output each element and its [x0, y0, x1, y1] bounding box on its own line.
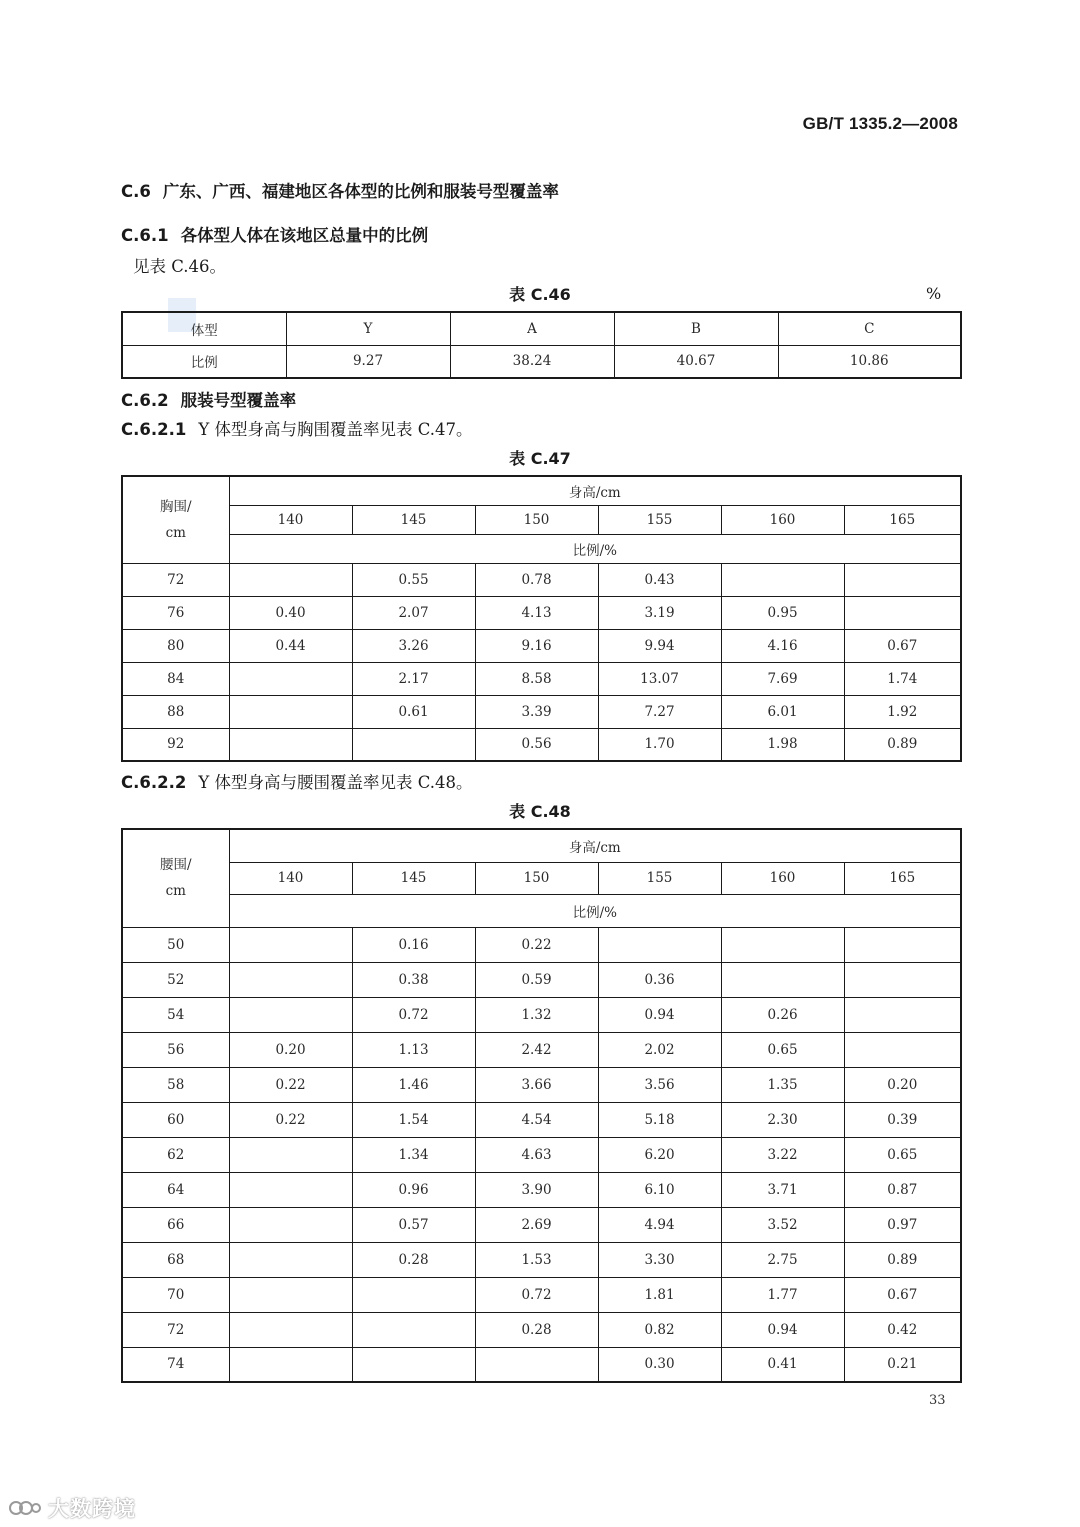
table-cell	[229, 695, 352, 728]
table-row	[122, 1242, 961, 1277]
section-title: 各体型人体在该地区总量中的比例	[180, 226, 429, 245]
table-cell: 1.92	[844, 695, 961, 728]
table-cell: 0.65	[721, 1032, 844, 1067]
table-cell: 3.90	[475, 1172, 598, 1207]
table-cell: B	[614, 312, 778, 345]
table-c48	[121, 828, 962, 1383]
table-cell	[598, 927, 721, 962]
table-cell: 1.32	[475, 997, 598, 1032]
row-header-cell: 50	[122, 927, 229, 962]
table-cell: 13.07	[598, 662, 721, 695]
table-row	[122, 1032, 961, 1067]
watermark-text: 大数跨境	[48, 1497, 136, 1521]
table-cell: 0.22	[475, 927, 598, 962]
row-header-cell: 84	[122, 662, 229, 695]
standard-code: GB/T 1335.2—2008	[802, 114, 958, 133]
table-cell: 2.07	[352, 596, 475, 629]
table-cell: 0.41	[721, 1347, 844, 1382]
table-row	[122, 695, 961, 728]
table-row	[122, 962, 961, 997]
table-cell: 1.35	[721, 1067, 844, 1102]
table-cell: 9.94	[598, 629, 721, 662]
table-cell: 3.39	[475, 695, 598, 728]
table-cell: 0.40	[229, 596, 352, 629]
table-cell: 2.75	[721, 1242, 844, 1277]
table-cell: 4.94	[598, 1207, 721, 1242]
table-cell: 0.21	[844, 1347, 961, 1382]
table-row	[122, 1207, 961, 1242]
table-cell: 0.67	[844, 1277, 961, 1312]
table-c47	[121, 475, 962, 762]
table-cell: 0.67	[844, 629, 961, 662]
table-cell: 2.30	[721, 1102, 844, 1137]
section-number: C.6.2.1	[121, 420, 187, 439]
table-cell: 0.28	[475, 1312, 598, 1347]
table-cell: 0.89	[844, 1242, 961, 1277]
table-cell: 1.81	[598, 1277, 721, 1312]
table-cell: 0.56	[475, 728, 598, 761]
table-cell: 0.20	[844, 1067, 961, 1102]
table-cell: 0.44	[229, 629, 352, 662]
table-cell	[352, 728, 475, 761]
table-cell: 1.98	[721, 728, 844, 761]
table-cell	[229, 1347, 352, 1382]
corner-line: cm	[165, 524, 186, 541]
table-cell: 0.82	[598, 1312, 721, 1347]
ratio-header: 比例/%	[229, 894, 961, 927]
table-cell: 7.27	[598, 695, 721, 728]
row-header-cell: 54	[122, 997, 229, 1032]
table-cell: 0.36	[598, 962, 721, 997]
height-cell: 155	[598, 505, 721, 534]
table-cell: 0.26	[721, 997, 844, 1032]
row-header-cell: 56	[122, 1032, 229, 1067]
table-row	[122, 1347, 961, 1382]
heights-row	[122, 862, 961, 894]
section-c622-text	[121, 769, 473, 793]
table-c46-unit: %	[926, 284, 942, 303]
corner-line: 腰围/	[159, 857, 192, 874]
table-cell	[475, 1347, 598, 1382]
height-cell: 160	[721, 505, 844, 534]
table-cell: 0.16	[352, 927, 475, 962]
section-number: C.6	[121, 182, 151, 201]
table-row	[122, 1277, 961, 1312]
section-number: C.6.2	[121, 391, 169, 410]
table-cell: 0.30	[598, 1347, 721, 1382]
row-header-cell: 80	[122, 629, 229, 662]
table-cell	[229, 563, 352, 596]
section-text: Y 体型身高与胸围覆盖率见表 C.47。	[198, 420, 473, 439]
table-cell	[229, 997, 352, 1032]
table-cell	[352, 1312, 475, 1347]
table-cell: 3.26	[352, 629, 475, 662]
section-c62-heading	[121, 387, 296, 411]
table-c48-caption: 表 C.48	[509, 802, 571, 821]
row-header-cell: 72	[122, 563, 229, 596]
table-cell: 0.96	[352, 1172, 475, 1207]
table-row	[122, 1137, 961, 1172]
table-cell: 9.27	[286, 345, 450, 378]
table-cell	[229, 962, 352, 997]
table-cell: 0.65	[844, 1137, 961, 1172]
table-cell: 0.55	[352, 563, 475, 596]
table-cell: 6.20	[598, 1137, 721, 1172]
section-number: C.6.2.2	[121, 773, 187, 792]
table-cell: 3.71	[721, 1172, 844, 1207]
table-cell	[229, 1137, 352, 1172]
table-cell: 1.53	[475, 1242, 598, 1277]
table-cell: 0.87	[844, 1172, 961, 1207]
table-cell	[721, 962, 844, 997]
table-cell	[721, 927, 844, 962]
table-cell: 1.46	[352, 1067, 475, 1102]
table-cell: 1.13	[352, 1032, 475, 1067]
table-cell: 2.02	[598, 1032, 721, 1067]
table-cell	[721, 563, 844, 596]
height-cell: 145	[352, 505, 475, 534]
height-cell: 140	[229, 505, 352, 534]
table-cell: 5.18	[598, 1102, 721, 1137]
table-cell: 0.59	[475, 962, 598, 997]
table-cell: 3.56	[598, 1067, 721, 1102]
table-cell: 0.28	[352, 1242, 475, 1277]
table-cell: 0.20	[229, 1032, 352, 1067]
table-cell: A	[450, 312, 614, 345]
table-cell: 0.42	[844, 1312, 961, 1347]
table-cell: 9.16	[475, 629, 598, 662]
table-cell: 体型	[122, 312, 286, 345]
row-header-cell: 74	[122, 1347, 229, 1382]
table-cell	[229, 1277, 352, 1312]
table-cell: 1.70	[598, 728, 721, 761]
table-cell: 0.97	[844, 1207, 961, 1242]
row-header-cell: 88	[122, 695, 229, 728]
table-cell: 2.69	[475, 1207, 598, 1242]
table-cell: 比例	[122, 345, 286, 378]
table-row	[122, 1102, 961, 1137]
height-cell: 160	[721, 862, 844, 894]
table-cell: 4.63	[475, 1137, 598, 1172]
table-cell: 1.34	[352, 1137, 475, 1172]
table-cell: 3.52	[721, 1207, 844, 1242]
ratio-header: 比例/%	[229, 534, 961, 563]
table-cell: 38.24	[450, 345, 614, 378]
section-text: Y 体型身高与腰围覆盖率见表 C.48。	[198, 773, 473, 792]
row-header-cell: 70	[122, 1277, 229, 1312]
height-cell: 155	[598, 862, 721, 894]
table-cell: 10.86	[778, 345, 961, 378]
height-cell: 150	[475, 862, 598, 894]
row-header-cell: 92	[122, 728, 229, 761]
watermark-logo-icon	[8, 1498, 42, 1518]
table-cell: 0.43	[598, 563, 721, 596]
table-cell: C	[778, 312, 961, 345]
table-cell	[229, 1242, 352, 1277]
table-cell: 0.57	[352, 1207, 475, 1242]
table-cell: 4.16	[721, 629, 844, 662]
table-cell: 8.58	[475, 662, 598, 695]
table-cell: 0.61	[352, 695, 475, 728]
table-cell: 0.78	[475, 563, 598, 596]
table-row-ratio	[122, 345, 961, 378]
table-row	[122, 1172, 961, 1207]
table-cell	[844, 997, 961, 1032]
height-cell: 150	[475, 505, 598, 534]
row-header-cell: 64	[122, 1172, 229, 1207]
table-row	[122, 596, 961, 629]
table-cell: 0.39	[844, 1102, 961, 1137]
table-cell: 4.54	[475, 1102, 598, 1137]
table-cell	[844, 1032, 961, 1067]
paragraph-see-table-c46: 见表 C.46。	[133, 257, 227, 276]
table-cell	[229, 1207, 352, 1242]
height-header: 身高/cm	[229, 476, 961, 505]
table-cell: 0.22	[229, 1102, 352, 1137]
table-cell	[229, 927, 352, 962]
table-cell	[352, 1347, 475, 1382]
table-cell	[352, 1277, 475, 1312]
table-cell: 6.01	[721, 695, 844, 728]
height-header: 身高/cm	[229, 829, 961, 862]
table-cell: 1.74	[844, 662, 961, 695]
table-corner-header	[122, 476, 229, 563]
heights-row	[122, 505, 961, 534]
table-row	[122, 662, 961, 695]
table-cell: 3.30	[598, 1242, 721, 1277]
table-corner-header	[122, 829, 229, 927]
table-cell	[229, 1312, 352, 1347]
table-row	[122, 997, 961, 1032]
table-cell	[229, 1172, 352, 1207]
table-cell: 0.94	[598, 997, 721, 1032]
height-cell: 145	[352, 862, 475, 894]
page-number: 33	[929, 1393, 946, 1408]
table-cell: 3.22	[721, 1137, 844, 1172]
table-c48-body	[122, 927, 961, 1382]
table-cell: 0.72	[352, 997, 475, 1032]
table-row	[122, 629, 961, 662]
row-header-cell: 72	[122, 1312, 229, 1347]
section-c6-heading	[121, 178, 559, 202]
table-cell: 3.66	[475, 1067, 598, 1102]
table-cell	[844, 563, 961, 596]
watermark	[8, 1493, 136, 1523]
table-cell: 0.94	[721, 1312, 844, 1347]
table-cell: 40.67	[614, 345, 778, 378]
table-cell	[844, 927, 961, 962]
row-header-cell: 58	[122, 1067, 229, 1102]
table-cell: 3.19	[598, 596, 721, 629]
section-c621-text	[121, 416, 473, 440]
table-row	[122, 1312, 961, 1347]
table-cell: Y	[286, 312, 450, 345]
section-title: 服装号型覆盖率	[180, 391, 297, 410]
table-row	[122, 927, 961, 962]
row-header-cell: 60	[122, 1102, 229, 1137]
table-row	[122, 563, 961, 596]
table-cell	[844, 962, 961, 997]
table-cell: 0.95	[721, 596, 844, 629]
table-cell: 2.42	[475, 1032, 598, 1067]
table-cell: 2.17	[352, 662, 475, 695]
table-cell: 0.89	[844, 728, 961, 761]
table-row	[122, 1067, 961, 1102]
corner-line: cm	[165, 883, 186, 900]
height-cell: 165	[844, 505, 961, 534]
corner-line: 胸围/	[159, 498, 192, 515]
section-number: C.6.1	[121, 226, 169, 245]
table-cell	[229, 728, 352, 761]
table-cell: 7.69	[721, 662, 844, 695]
row-header-cell: 62	[122, 1137, 229, 1172]
table-row	[122, 728, 961, 761]
row-header-cell: 68	[122, 1242, 229, 1277]
height-cell: 140	[229, 862, 352, 894]
table-cell: 1.77	[721, 1277, 844, 1312]
table-cell	[229, 662, 352, 695]
table-c47-body	[122, 563, 961, 761]
table-cell: 0.38	[352, 962, 475, 997]
height-cell: 165	[844, 862, 961, 894]
row-header-cell: 76	[122, 596, 229, 629]
row-header-cell: 66	[122, 1207, 229, 1242]
table-cell	[844, 596, 961, 629]
table-cell: 1.54	[352, 1102, 475, 1137]
table-c46-caption: 表 C.46	[509, 285, 571, 304]
row-header-cell: 52	[122, 962, 229, 997]
table-row-body-type	[122, 312, 961, 345]
table-cell: 0.72	[475, 1277, 598, 1312]
section-c61-heading	[121, 222, 428, 246]
table-cell: 6.10	[598, 1172, 721, 1207]
table-cell: 4.13	[475, 596, 598, 629]
table-cell: 0.22	[229, 1067, 352, 1102]
table-c46	[121, 311, 962, 379]
table-c47-caption: 表 C.47	[509, 449, 571, 468]
section-title: 广东、广西、福建地区各体型的比例和服装号型覆盖率	[162, 182, 559, 201]
